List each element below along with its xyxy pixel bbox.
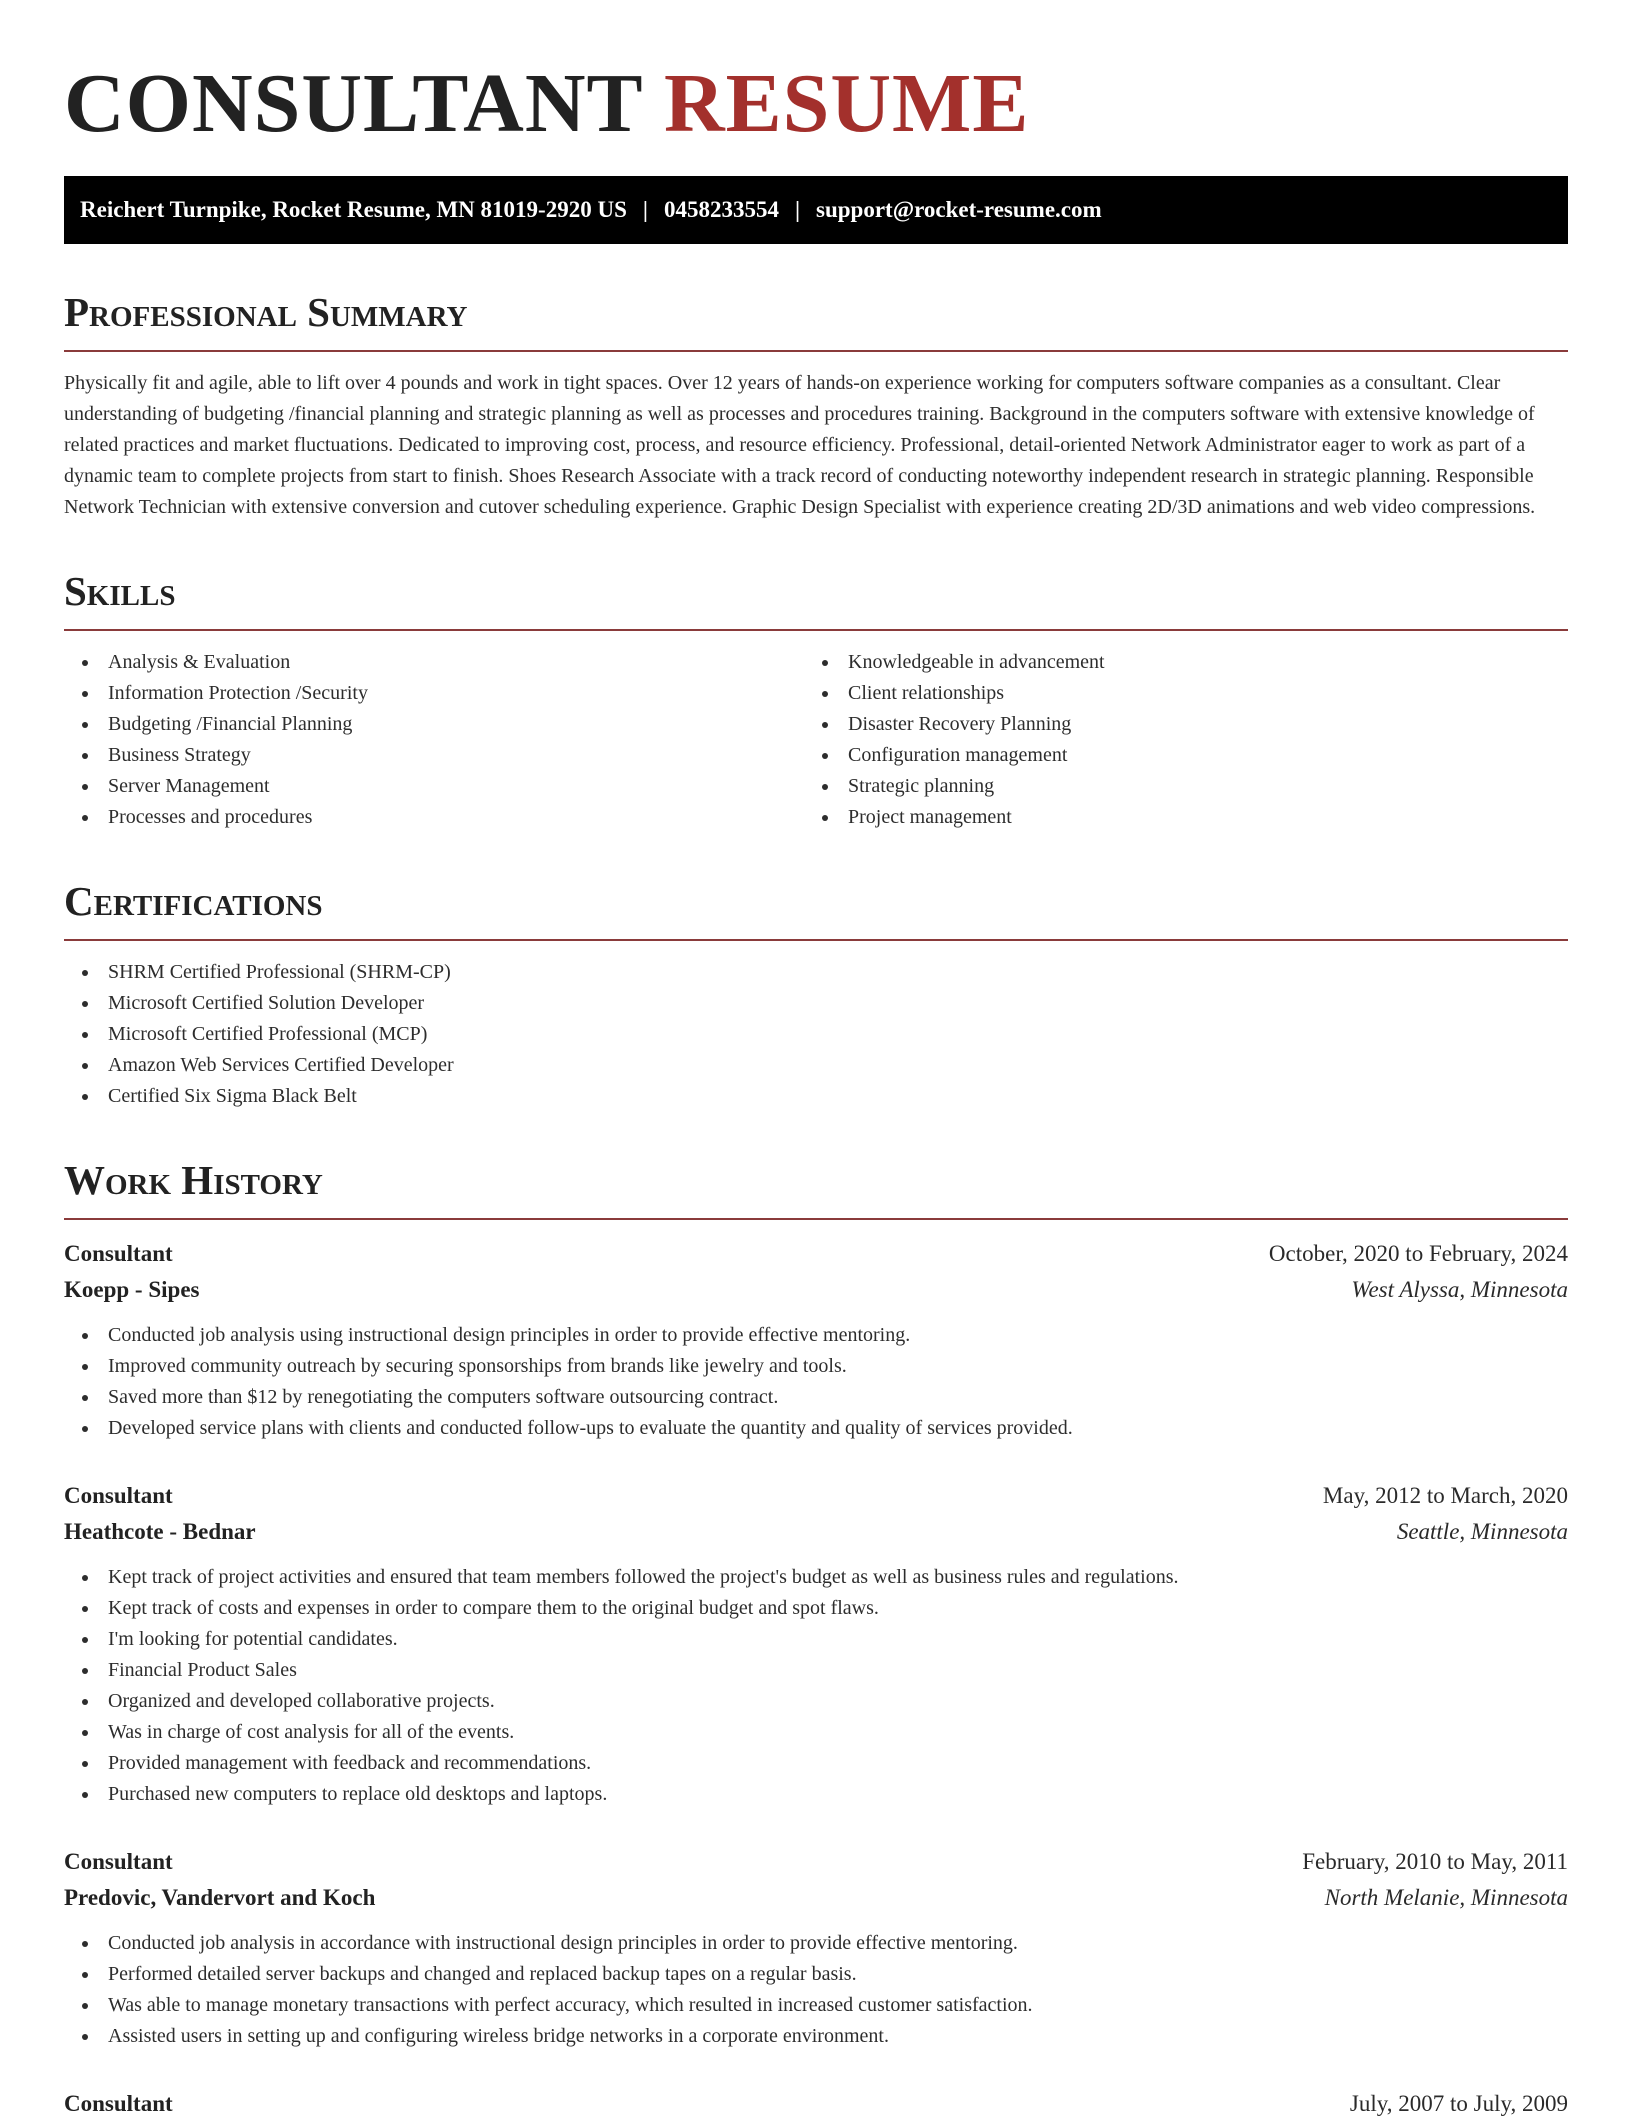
job-title: Consultant xyxy=(64,1241,173,1266)
skill-item: Project management xyxy=(804,802,1544,833)
work-history-section xyxy=(64,1156,1568,2122)
job-bullet: Organized and developed collaborative projects. xyxy=(64,1686,1568,1717)
job-company: Heathcote - Bednar xyxy=(64,1519,256,1544)
skill-item: Disaster Recovery Planning xyxy=(804,709,1544,740)
job-entry xyxy=(64,2086,1568,2122)
skill-item: Budgeting /Financial Planning xyxy=(64,709,804,740)
certifications-heading: Certifications xyxy=(64,878,323,924)
job-bullet: Was in charge of cost analysis for all of the events. xyxy=(64,1717,1568,1748)
skill-item: Strategic planning xyxy=(804,771,1544,802)
skills-grid xyxy=(64,647,1568,833)
skills-list-right xyxy=(804,647,1544,833)
summary-text: Physically fit and agile, able to lift over 4 pounds and work in tight spaces. Over 12 years of hands-on experience working for computers software companies as a consultant. Clear understanding of budgeting /financial planning and strategic planning as well as processes and procedures training. Background in the computers software with extensive knowledge of related practices and market fluctuations. Dedicated to improving cost, process, and resource efficiency. Professional, detail-oriented Network Administrator eager to work as part of a dynamic team to complete projects from start to finish. Shoes Research Associate with a track record of conducting noteworthy independent research in strategic planning. Responsible Network Technician with extensive conversion and cutover scheduling experience. Graphic Design Specialist with experience creating 2D/3D animations and web video compressions. xyxy=(64,372,1536,518)
title-main: CONSULTANT xyxy=(64,57,642,150)
job-bullet: Improved community outreach by securing sponsorships from brands like jewelry and tools. xyxy=(64,1351,1568,1382)
job-entry xyxy=(64,1478,1568,1810)
job-company: Predovic, Vandervort and Koch xyxy=(64,1885,376,1910)
skill-item: Knowledgeable in advancement xyxy=(804,647,1544,678)
job-bullet: Assisted users in setting up and configuring wireless bridge networks in a corporate environment. xyxy=(64,2021,1568,2052)
job-title: Consultant xyxy=(64,2091,173,2116)
skill-item: Processes and procedures xyxy=(64,802,804,833)
job-bullet: Performed detailed server backups and changed and replaced backup tapes on a regular basis. xyxy=(64,1959,1568,1990)
job-title: Consultant xyxy=(64,1849,173,1874)
job-entry xyxy=(64,1844,1568,2052)
job-bullet: Saved more than $12 by renegotiating the computers software outsourcing contract. xyxy=(64,1382,1568,1413)
job-bullet: Purchased new computers to replace old desktops and laptops. xyxy=(64,1779,1568,1810)
job-bullet: Conducted job analysis in accordance with instructional design principles in order to provide effective mentoring. xyxy=(64,1928,1568,1959)
job-title: Consultant xyxy=(64,1483,173,1508)
certifications-section xyxy=(64,877,1568,1112)
job-bullet: Was able to manage monetary transactions with perfect accuracy, which resulted in increased customer satisfaction. xyxy=(64,1990,1568,2021)
skills-section xyxy=(64,567,1568,833)
contact-email: support@rocket-resume.com xyxy=(816,197,1102,222)
certification-item: Microsoft Certified Professional (MCP) xyxy=(64,1019,1568,1050)
job-bullet: I'm looking for potential candidates. xyxy=(64,1624,1568,1655)
job-bullet: Provided management with feedback and recommendations. xyxy=(64,1748,1568,1779)
section-divider xyxy=(64,1218,1568,1220)
contact-separator: | xyxy=(642,197,648,222)
certification-item: Microsoft Certified Solution Developer xyxy=(64,988,1568,1019)
skills-list-left xyxy=(64,647,804,833)
job-dates: July, 2007 to July, 2009 xyxy=(1349,2091,1568,2116)
certification-item: Certified Six Sigma Black Belt xyxy=(64,1081,1568,1112)
job-bullets xyxy=(64,1928,1568,2052)
contact-separator: | xyxy=(794,197,801,222)
skill-item: Business Strategy xyxy=(64,740,804,771)
summary-section xyxy=(64,288,1568,523)
job-bullet: Financial Product Sales xyxy=(64,1655,1568,1686)
certifications-list xyxy=(64,957,1568,1112)
job-bullets xyxy=(64,1320,1568,1444)
contact-phone: 0458233554 xyxy=(663,197,779,222)
resume-title xyxy=(64,0,1568,152)
certification-item: SHRM Certified Professional (SHRM-CP) xyxy=(64,957,1568,988)
job-bullet: Kept track of costs and expenses in order to compare them to the original budget and spot flaws. xyxy=(64,1593,1568,1624)
job-dates: February, 2010 to May, 2011 xyxy=(1302,1849,1568,1874)
skill-item: Information Protection /Security xyxy=(64,678,804,709)
skill-item: Client relationships xyxy=(804,678,1544,709)
job-bullets xyxy=(64,1562,1568,1810)
job-location: Seattle, Minnesota xyxy=(1396,1519,1568,1544)
job-bullet: Developed service plans with clients and conducted follow-ups to evaluate the quantity and quality of services provided. xyxy=(64,1413,1568,1444)
job-location: West Alyssa, Minnesota xyxy=(1351,1277,1568,1302)
skill-item: Configuration management xyxy=(804,740,1544,771)
skill-item: Server Management xyxy=(64,771,804,802)
job-bullet: Conducted job analysis using instructional design principles in order to provide effective mentoring. xyxy=(64,1320,1568,1351)
contact-bar xyxy=(64,176,1568,244)
contact-address: Reichert Turnpike, Rocket Resume, MN 81019-2920 US xyxy=(80,197,627,222)
section-divider xyxy=(64,939,1568,941)
work-history-heading: Work History xyxy=(64,1157,323,1203)
skills-heading: Skills xyxy=(64,568,176,614)
job-dates: October, 2020 to February, 2024 xyxy=(1268,1241,1568,1266)
title-accent: RESUME xyxy=(663,57,1030,150)
job-dates: May, 2012 to March, 2020 xyxy=(1322,1483,1568,1508)
certification-item: Amazon Web Services Certified Developer xyxy=(64,1050,1568,1081)
section-divider xyxy=(64,350,1568,352)
skill-item: Analysis & Evaluation xyxy=(64,647,804,678)
job-company: Koepp - Sipes xyxy=(64,1277,200,1302)
summary-heading: Professional Summary xyxy=(64,289,468,335)
section-divider xyxy=(64,629,1568,631)
job-bullet: Kept track of project activities and ensured that team members followed the project's budget as well as business rules and regulations. xyxy=(64,1562,1568,1593)
job-location: North Melanie, Minnesota xyxy=(1324,1885,1568,1910)
job-entry xyxy=(64,1236,1568,1444)
